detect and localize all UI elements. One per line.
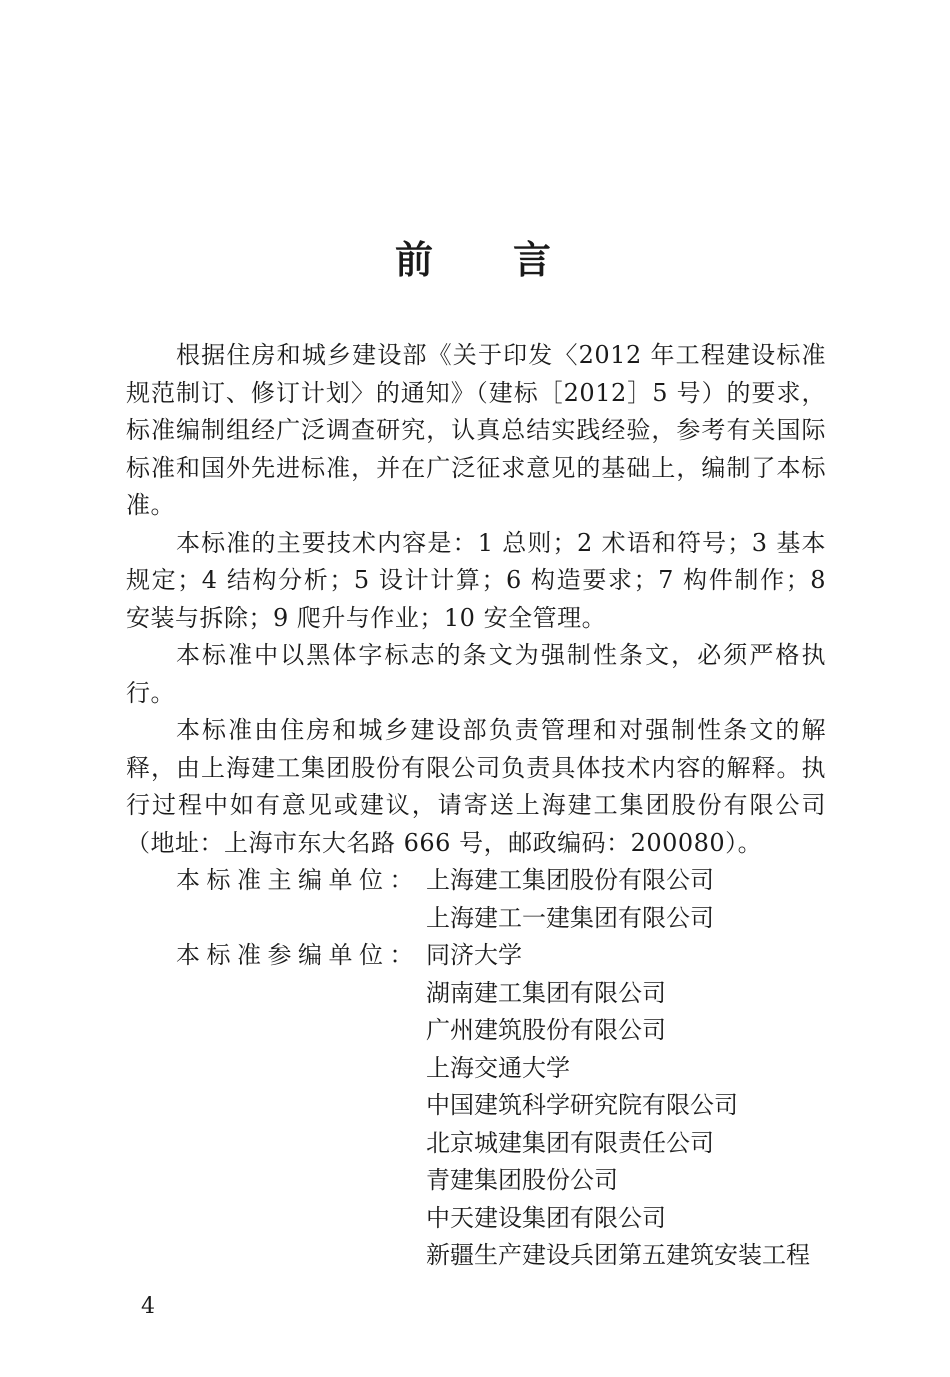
chief-editor-list [426, 862, 714, 937]
chief-editor-unit: 上海建工一建集团有限公司 [426, 903, 714, 932]
participating-unit: 湖南建工集团有限公司 [426, 978, 666, 1007]
paragraph-basis: 根据住房和城乡建设部《关于印发〈2012 年工程建设标准规范制订、修订计划〉的通知》（建标［2012］5 号）的要求，标准编制组经广泛调查研究，认真总结实践经验，参考有关国际标准和国外先进标准，并在广泛征求意见的基础上，编制了本标准。 [126, 341, 826, 519]
chief-editor-unit: 上海建工集团股份有限公司 [426, 866, 714, 894]
paragraph-management: 本标准由住房和城乡建设部负责管理和对强制性条文的解释，由上海建工集团股份有限公司负责具体技术内容的解释。执行过程中如有意见或建议，请寄送上海建工集团股份有限公司（地址：上海市东大名路 666 号，邮政编码：200080）。 [126, 716, 826, 857]
participating-unit: 中天建设集团有限公司 [426, 1203, 666, 1232]
chief-editor-label: 本标准主编单位： [176, 866, 420, 894]
page-title [0, 234, 950, 286]
participating-unit: 北京城建集团有限责任公司 [426, 1128, 714, 1157]
title-char-1: 前 [394, 237, 437, 282]
page-number: 4 [141, 1294, 155, 1319]
participating-unit: 广州建筑股份有限公司 [426, 1016, 666, 1044]
paragraph-contents: 本标准的主要技术内容是：1 总则；2 术语和符号；3 基本规定；4 结构分析；5 设计计算；6 构造要求；7 构件制作；8 安装与拆除；9 爬升与作业；10 安全管理。 [126, 528, 826, 632]
participating-section [126, 937, 826, 1275]
chief-editor-section [126, 862, 826, 937]
preface-body [126, 337, 826, 1275]
participating-list [426, 937, 810, 1275]
paragraph-mandatory: 本标准中以黑体字标志的条文为强制性条文，必须严格执行。 [126, 641, 826, 707]
participating-unit: 新疆生产建设兵团第五建筑安装工程 [426, 1241, 810, 1269]
participating-unit: 上海交通大学 [426, 1053, 570, 1082]
participating-unit: 中国建筑科学研究院有限公司 [426, 1091, 738, 1119]
participating-unit: 青建集团股份公司 [426, 1166, 618, 1194]
title-char-2: 言 [513, 237, 556, 282]
participating-unit: 同济大学 [426, 941, 522, 969]
participating-label: 本标准参编单位： [176, 941, 420, 969]
